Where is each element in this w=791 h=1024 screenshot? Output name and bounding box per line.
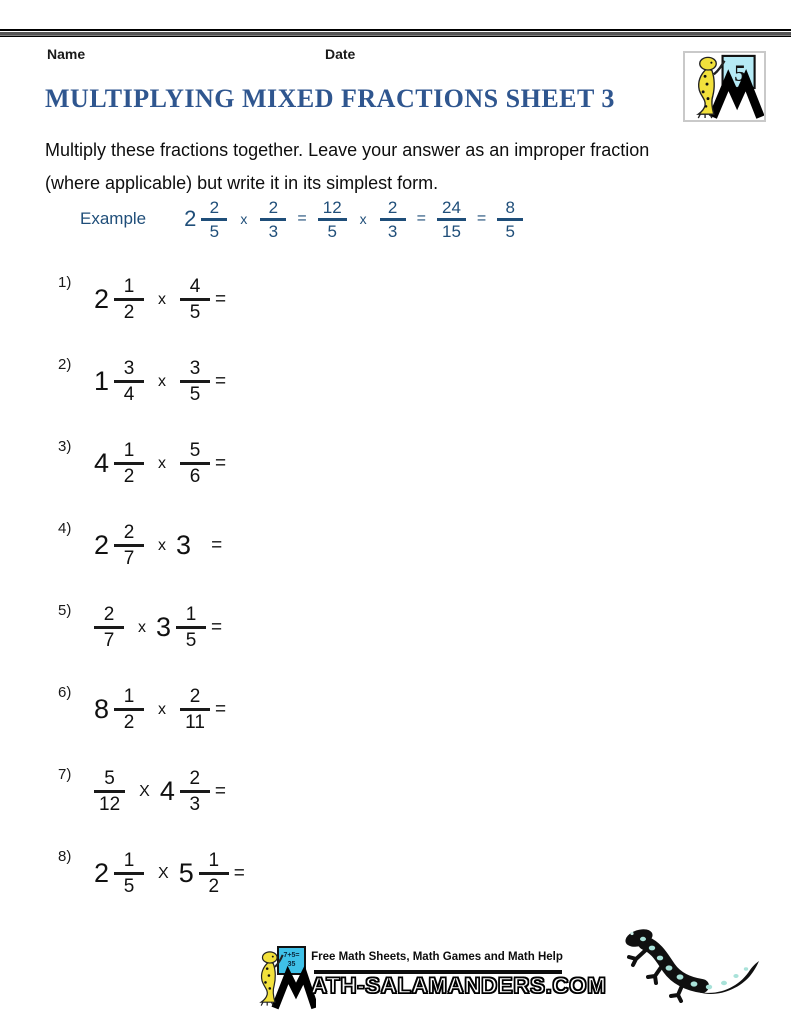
fraction-numerator: 3 [189, 358, 201, 380]
equals-sign: = [215, 698, 227, 720]
fraction [180, 685, 210, 734]
multiply-sign: x [158, 454, 167, 472]
instructions-line2: (where applicable) but write it in its simplest form. [45, 173, 439, 193]
problem-tokens [94, 767, 226, 816]
fraction [199, 849, 229, 898]
fraction-denominator: 2 [208, 875, 220, 897]
fraction-denominator: 4 [123, 383, 135, 405]
page-title: MULTIPLYING MIXED FRACTIONS SHEET 3 [45, 84, 615, 113]
problem-row [58, 436, 245, 491]
fraction [114, 521, 144, 570]
fraction [180, 439, 210, 488]
multiply-sign: x [158, 372, 167, 390]
fraction-numerator: 1 [185, 604, 197, 626]
problem-row [58, 354, 245, 409]
fraction-denominator: 5 [505, 221, 515, 241]
fraction [497, 197, 523, 242]
equals-sign: = [233, 862, 245, 884]
footer-tagline: Free Math Sheets, Math Games and Math Help [311, 951, 563, 963]
fraction-denominator: 2 [123, 465, 135, 487]
salamander-illustration [612, 918, 762, 1003]
problem-tokens [94, 521, 222, 570]
problem-number: 4) [58, 520, 72, 537]
fraction [114, 357, 144, 406]
problem-tokens [94, 603, 222, 652]
fraction-denominator: 7 [123, 547, 135, 569]
multiply-sign: X [139, 782, 150, 800]
problem-row [58, 272, 245, 327]
fraction-numerator: 2 [123, 522, 135, 544]
problem-number: 3) [58, 438, 72, 455]
example-tokens [184, 197, 523, 242]
problem-row [58, 764, 245, 819]
fraction-numerator: 5 [104, 768, 115, 790]
whole-number: 2 [94, 284, 110, 314]
equals-sign: = [476, 210, 487, 228]
equals-sign: = [215, 288, 227, 310]
fraction [201, 197, 227, 242]
equals-sign: = [215, 370, 227, 392]
fraction [260, 197, 286, 242]
name-label: Name [47, 46, 86, 62]
fraction-numerator: 1 [123, 686, 135, 708]
problem-tokens [94, 357, 226, 406]
problems-list [58, 272, 245, 901]
problem-row [58, 846, 245, 901]
fraction-denominator: 3 [387, 221, 398, 241]
fraction-numerator: 2 [268, 198, 279, 217]
multiply-sign: x [240, 211, 248, 228]
fraction-denominator: 2 [123, 301, 135, 323]
equals-sign: = [297, 210, 307, 228]
whole-number: 5 [178, 858, 194, 888]
fraction [114, 275, 144, 324]
salamander-number-board-icon [685, 53, 764, 120]
fraction [114, 685, 144, 734]
fraction-numerator: 8 [505, 198, 515, 217]
fraction-numerator: 2 [189, 686, 201, 708]
whole-number: 3 [176, 530, 192, 560]
example-row [80, 197, 523, 242]
multiply-sign: x [158, 700, 167, 718]
whole-number: 2 [94, 858, 110, 888]
multiply-sign: X [158, 864, 169, 882]
fraction-denominator: 15 [442, 221, 461, 241]
fraction-denominator: 5 [189, 301, 201, 323]
fraction-numerator: 12 [322, 198, 342, 217]
mini-board-line1: 7+5= [283, 952, 300, 959]
fraction-denominator: 6 [189, 465, 201, 487]
problem-number: 8) [58, 848, 72, 865]
mini-board-line2: 35 [287, 961, 296, 968]
problem-row [58, 682, 245, 737]
problem-tokens [94, 685, 226, 734]
whole-number: 1 [94, 366, 110, 396]
fraction [176, 603, 206, 652]
fraction [180, 275, 210, 324]
fraction-denominator: 5 [327, 221, 337, 241]
equals-sign: = [215, 452, 227, 474]
fraction-denominator: 3 [189, 793, 201, 815]
problem-number: 7) [58, 766, 72, 783]
fraction-numerator: 4 [189, 276, 201, 298]
fraction [114, 849, 144, 898]
footer-brand-block [248, 944, 607, 1020]
fraction-numerator: 2 [189, 768, 201, 790]
problem-number: 2) [58, 356, 72, 373]
fraction-denominator: 11 [185, 711, 205, 733]
footer-mini-logo-icon [248, 944, 316, 1012]
fraction-denominator: 5 [123, 875, 135, 897]
multiply-sign: x [158, 536, 167, 554]
whole-number: 2 [94, 530, 110, 560]
footer-m-logo-icon [275, 975, 315, 1008]
date-label: Date [325, 46, 356, 62]
fraction-denominator: 5 [189, 383, 201, 405]
footer-brand-text: ATH-SALAMANDERS.COM [311, 973, 607, 998]
fraction-numerator: 5 [189, 440, 201, 462]
fraction [437, 197, 466, 242]
board-number: 5 [734, 61, 746, 88]
problem-tokens [94, 849, 245, 898]
fraction-denominator: 12 [99, 793, 121, 815]
equals-sign: = [214, 780, 226, 802]
fraction-numerator: 1 [123, 276, 135, 298]
fraction-denominator: 5 [209, 221, 220, 241]
problem-row [58, 600, 245, 655]
fraction-numerator: 1 [123, 440, 135, 462]
math-salamanders-logo [683, 51, 766, 122]
fraction [180, 767, 210, 816]
multiply-sign: x [158, 290, 167, 308]
whole-number: 3 [156, 612, 172, 642]
fraction-denominator: 2 [123, 711, 135, 733]
problem-tokens [94, 439, 226, 488]
multiply-sign: x [359, 211, 367, 228]
fraction-numerator: 2 [387, 198, 398, 217]
whole-number: 4 [94, 448, 110, 478]
fraction-numerator: 1 [208, 850, 220, 872]
whole-number: 8 [94, 694, 110, 724]
problem-row [58, 518, 245, 573]
fraction-numerator: 24 [442, 198, 461, 217]
equals-sign: = [416, 210, 426, 228]
equals-sign: = [211, 534, 223, 556]
fraction [380, 197, 406, 242]
fraction-numerator: 3 [123, 358, 135, 380]
problem-tokens [94, 275, 226, 324]
fraction [114, 439, 144, 488]
fraction-numerator: 2 [103, 604, 115, 626]
multiply-sign: x [138, 618, 146, 636]
whole-number: 2 [184, 206, 197, 232]
fraction [318, 197, 347, 242]
fraction [94, 603, 124, 652]
fraction-denominator: 3 [268, 221, 279, 241]
top-divider-rule [0, 29, 791, 37]
example-label: Example [80, 209, 147, 229]
fraction-denominator: 5 [185, 629, 197, 651]
fraction-numerator: 2 [209, 198, 220, 217]
problem-number: 5) [58, 602, 72, 619]
whole-number: 4 [159, 776, 175, 806]
problem-number: 6) [58, 684, 72, 701]
fraction [94, 767, 125, 816]
equals-sign: = [211, 616, 223, 638]
fraction-numerator: 1 [123, 850, 135, 872]
fraction-denominator: 7 [103, 629, 115, 651]
instructions-line1: Multiply these fractions together. Leave your answer as an improper fraction [45, 140, 650, 160]
instructions [45, 134, 715, 200]
problem-number: 1) [58, 274, 72, 291]
fraction [180, 357, 210, 406]
